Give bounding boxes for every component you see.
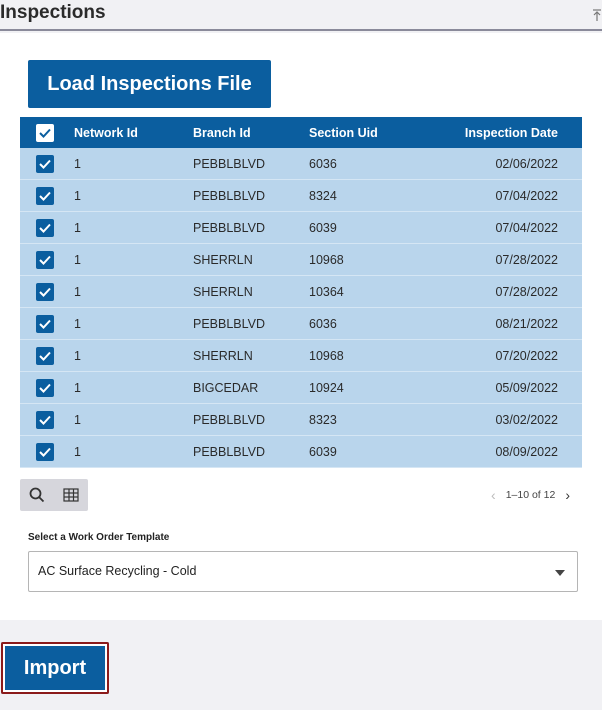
cell-section-uid: 10364 (309, 284, 344, 299)
search-button[interactable] (20, 479, 54, 511)
cell-network-id: 1 (74, 220, 81, 235)
cell-network-id: 1 (74, 284, 81, 299)
template-select-label: Select a Work Order Template (28, 532, 170, 543)
check-icon (38, 126, 52, 140)
page-title: Inspections (0, 2, 106, 23)
cell-network-id: 1 (74, 412, 81, 427)
row-checkbox[interactable] (36, 219, 54, 237)
cell-inspection-date: 07/04/2022 (495, 220, 558, 235)
cell-inspection-date: 07/28/2022 (495, 252, 558, 267)
inspections-table (20, 117, 582, 468)
column-header-branch-id[interactable]: Branch Id (193, 125, 251, 140)
row-checkbox[interactable] (36, 411, 54, 429)
table-icon (63, 488, 79, 502)
row-checkbox[interactable] (36, 283, 54, 301)
cell-section-uid: 10968 (309, 348, 344, 363)
cell-branch-id: SHERRLN (193, 348, 253, 363)
row-checkbox[interactable] (36, 443, 54, 461)
table-row[interactable] (20, 276, 582, 308)
check-icon (38, 285, 52, 299)
row-checkbox[interactable] (36, 155, 54, 173)
table-row[interactable] (20, 436, 582, 468)
check-icon (38, 253, 52, 267)
cell-section-uid: 8323 (309, 412, 337, 427)
cell-inspection-date: 07/20/2022 (495, 348, 558, 363)
prev-page-icon[interactable]: ‹ (491, 487, 496, 503)
table-header (20, 117, 582, 148)
cell-section-uid: 6036 (309, 316, 337, 331)
table-row[interactable] (20, 308, 582, 340)
cell-branch-id: SHERRLN (193, 284, 253, 299)
cell-inspection-date: 08/21/2022 (495, 316, 558, 331)
check-icon (38, 381, 52, 395)
cell-inspection-date: 07/28/2022 (495, 284, 558, 299)
cell-section-uid: 6039 (309, 220, 337, 235)
import-button[interactable]: Import (1, 642, 109, 694)
check-icon (38, 189, 52, 203)
row-checkbox[interactable] (36, 379, 54, 397)
cell-branch-id: PEBBLBLVD (193, 220, 266, 235)
cell-branch-id: PEBBLBLVD (193, 188, 266, 203)
column-header-network-id[interactable]: Network Id (74, 125, 138, 140)
table-row[interactable] (20, 244, 582, 276)
template-select-value: AC Surface Recycling - Cold (38, 564, 197, 578)
check-icon (38, 413, 52, 427)
cell-branch-id: BIGCEDAR (193, 380, 259, 395)
cell-inspection-date: 08/09/2022 (495, 444, 558, 459)
check-icon (38, 317, 52, 331)
row-checkbox[interactable] (36, 347, 54, 365)
chevron-down-icon (555, 570, 565, 576)
table-row[interactable] (20, 212, 582, 244)
table-row[interactable] (20, 180, 582, 212)
cell-network-id: 1 (74, 380, 81, 395)
cell-network-id: 1 (74, 156, 81, 171)
cell-branch-id: PEBBLBLVD (193, 316, 266, 331)
cell-section-uid: 6039 (309, 444, 337, 459)
cell-section-uid: 10924 (309, 380, 344, 395)
row-checkbox[interactable] (36, 251, 54, 269)
row-checkbox[interactable] (36, 187, 54, 205)
cell-network-id: 1 (74, 348, 81, 363)
cell-inspection-date: 07/04/2022 (495, 188, 558, 203)
check-icon (38, 221, 52, 235)
pin-top-icon[interactable] (592, 8, 602, 22)
check-icon (38, 157, 52, 171)
cell-inspection-date: 03/02/2022 (495, 412, 558, 427)
row-checkbox[interactable] (36, 315, 54, 333)
next-page-icon[interactable]: › (565, 487, 570, 503)
cell-section-uid: 10968 (309, 252, 344, 267)
cell-network-id: 1 (74, 316, 81, 331)
table-row[interactable] (20, 404, 582, 436)
check-icon (38, 445, 52, 459)
column-header-section-uid[interactable]: Section Uid (309, 125, 378, 140)
cell-section-uid: 8324 (309, 188, 337, 203)
table-row[interactable] (20, 148, 582, 180)
page-range-text: 1–10 of 12 (505, 489, 556, 501)
cell-network-id: 1 (74, 188, 81, 203)
cell-branch-id: PEBBLBLVD (193, 156, 266, 171)
pagination (491, 487, 570, 503)
cell-section-uid: 6036 (309, 156, 337, 171)
columns-button[interactable] (54, 479, 88, 511)
table-row[interactable] (20, 372, 582, 404)
table-toolbar (20, 479, 88, 511)
cell-network-id: 1 (74, 252, 81, 267)
cell-branch-id: PEBBLBLVD (193, 444, 266, 459)
cell-network-id: 1 (74, 444, 81, 459)
search-icon (29, 487, 45, 503)
column-header-inspection-date[interactable]: Inspection Date (464, 125, 558, 140)
panel-header (0, 0, 602, 31)
load-inspections-file-button[interactable]: Load Inspections File (28, 60, 271, 108)
inspections-panel (0, 33, 602, 620)
work-order-template-select[interactable] (28, 551, 578, 592)
cell-branch-id: SHERRLN (193, 252, 253, 267)
cell-inspection-date: 02/06/2022 (495, 156, 558, 171)
check-icon (38, 349, 52, 363)
select-all-checkbox[interactable] (36, 124, 54, 142)
table-row[interactable] (20, 340, 582, 372)
cell-inspection-date: 05/09/2022 (495, 380, 558, 395)
cell-branch-id: PEBBLBLVD (193, 412, 266, 427)
